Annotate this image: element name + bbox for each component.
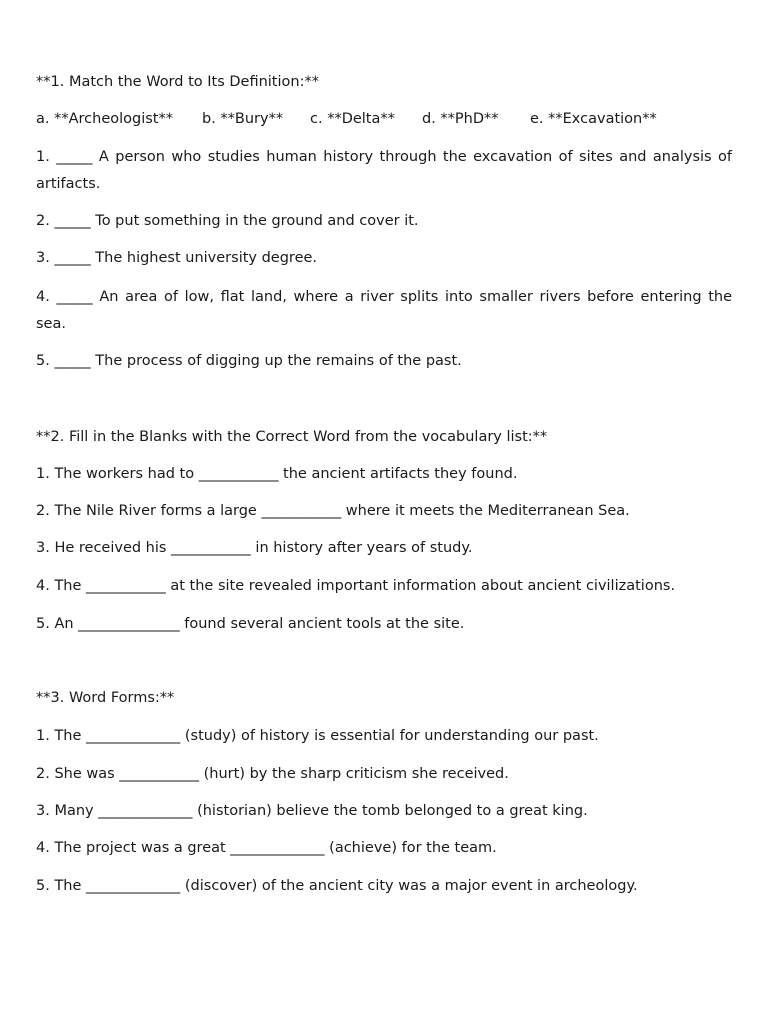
match-item-5: 5. _____ The process of digging up the remains of the past. <box>36 353 462 369</box>
fill-item-1: 1. The workers had to ___________ the ancient artifacts they found. <box>36 466 518 482</box>
choice-c: c. **Delta** <box>310 111 395 127</box>
wordform-item-2: 2. She was ___________ (hurt) by the sharp criticism she received. <box>36 766 509 782</box>
wordform-item-5: 5. The _____________ (discover) of the ancient city was a major event in archeology. <box>36 878 638 894</box>
fill-item-4: 4. The ___________ at the site revealed important information about ancient civilizations. <box>36 578 676 594</box>
fill-item-3: 3. He received his ___________ in history after years of study. <box>36 540 473 556</box>
wordform-item-4: 4. The project was a great _____________ (achieve) for the team. <box>36 840 497 856</box>
choice-d: d. **PhD** <box>422 111 499 127</box>
match-item-1: 1. _____ A person who studies human history through the excavation of sites and analysis of artifacts. <box>36 149 732 192</box>
match-item-4: 4. _____ An area of low, flat land, where a river splits into smaller rivers before entering the sea. <box>36 289 732 332</box>
match-item-2: 2. _____ To put something in the ground and cover it. <box>36 213 419 229</box>
section2-heading: **2. Fill in the Blanks with the Correct Word from the vocabulary list:** <box>36 429 548 445</box>
match-item-3: 3. _____ The highest university degree. <box>36 250 318 266</box>
wordform-item-3: 3. Many _____________ (historian) believe the tomb belonged to a great king. <box>36 803 588 819</box>
choice-e: e. **Excavation** <box>530 111 657 127</box>
fill-item-2: 2. The Nile River forms a large ___________ where it meets the Mediterranean Sea. <box>36 503 630 519</box>
choice-a: a. **Archeologist** <box>36 111 173 127</box>
section3-heading: **3. Word Forms:** <box>36 690 175 706</box>
choice-b: b. **Bury** <box>202 111 284 127</box>
wordform-item-1: 1. The _____________ (study) of history is essential for understanding our past. <box>36 728 599 744</box>
fill-item-5: 5. An ______________ found several ancient tools at the site. <box>36 616 465 632</box>
section1-heading: **1. Match the Word to Its Definition:** <box>36 74 319 90</box>
word-choices <box>36 106 732 133</box>
